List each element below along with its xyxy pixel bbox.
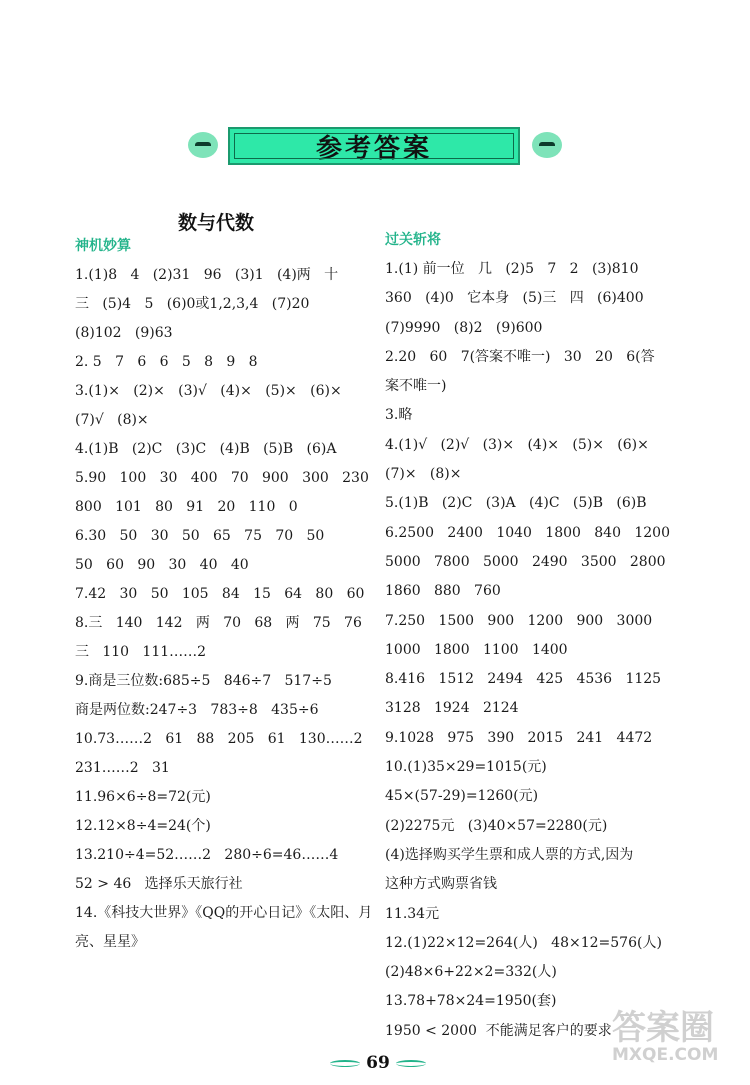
answer-line: (2)2275元 (3)40×57=2280(元) — [385, 817, 608, 834]
page-title: 参考答案 — [315, 133, 432, 164]
answer-line: 3128 1924 2124 — [385, 700, 519, 717]
answer-line: 5.90 100 30 400 70 900 300 230 — [75, 470, 369, 486]
answer-line: 三 110 111……2 — [75, 644, 207, 660]
watermark-url: MXQE.COM — [612, 1045, 719, 1065]
page-number: 69 — [366, 1053, 390, 1073]
answer-line: 800 101 80 91 20 110 0 — [75, 499, 298, 515]
left-subheading: 神机妙算 — [75, 238, 131, 254]
watermark-text: 答案圈 — [612, 1008, 714, 1048]
answer-line: 9.1028 975 390 2015 241 4472 — [385, 729, 653, 746]
answer-line: 亮、星星》 — [75, 934, 145, 950]
answer-line: 7.250 1500 900 1200 900 3000 — [385, 612, 653, 629]
answer-line: (7)9990 (8)2 (9)600 — [385, 319, 543, 336]
answer-line: 45×(57-29)=1260(元) — [385, 788, 539, 805]
header-banner — [228, 127, 520, 165]
page-footer — [318, 1050, 438, 1076]
answer-line: 2.20 60 7(答案不唯一) 30 20 6(答 — [385, 348, 655, 365]
answer-line: 案不唯一) — [385, 378, 447, 395]
answer-line: (8)102 (9)63 — [75, 325, 173, 341]
answer-line: 这种方式购票省钱 — [385, 876, 497, 893]
answer-line: 231……2 31 — [75, 760, 170, 776]
answer-line: (7)√ (8)× — [75, 412, 149, 428]
answer-line: 1860 880 760 — [385, 583, 501, 600]
decorative-face-icon-right — [532, 132, 562, 158]
answer-line: 4.(1)√ (2)√ (3)× (4)× (5)× (6)× — [385, 436, 649, 453]
answer-line: 1950 < 2000 不能满足客户的要求 — [385, 1022, 612, 1039]
answer-line: 1000 1800 1100 1400 — [385, 641, 568, 658]
answer-line: 三 (5)4 5 (6)0或1,2,3,4 (7)20 — [75, 296, 310, 312]
answer-line: 5.(1)B (2)C (3)A (4)C (5)B (6)B — [385, 495, 647, 512]
answer-line: 1.(1)8 4 (2)31 96 (3)1 (4)两 十 — [75, 267, 339, 283]
answer-line: 5000 7800 5000 2490 3500 2800 — [385, 553, 666, 570]
answer-line: 4.(1)B (2)C (3)C (4)B (5)B (6)A — [75, 441, 337, 457]
answer-line: 6.30 50 30 50 65 75 70 50 — [75, 528, 325, 544]
answer-line: 11.96×6÷8=72(元) — [75, 789, 211, 805]
answer-line: 7.42 30 50 105 84 15 64 80 60 — [75, 586, 365, 602]
answer-line: 52 > 46 选择乐天旅行社 — [75, 876, 243, 892]
answer-line: 8.416 1512 2494 425 4536 1125 — [385, 671, 662, 688]
watermark — [612, 1000, 742, 1076]
answer-line: 12.12×8÷4=24(个) — [75, 818, 211, 834]
answer-line: 10.(1)35×29=1015(元) — [385, 759, 547, 776]
left-column — [75, 232, 375, 957]
answer-line: 2. 5 7 6 6 5 8 9 8 — [75, 354, 258, 370]
answer-line: 1.(1) 前一位 几 (2)5 7 2 (3)810 — [385, 261, 639, 277]
right-column — [385, 226, 685, 1046]
answer-line: 10.73……2 61 88 205 61 130……2 — [75, 731, 363, 747]
answer-line: 360 (4)0 它本身 (5)三 四 (6)400 — [385, 290, 644, 307]
answer-line: (4)选择购买学生票和成人票的方式,因为 — [385, 846, 634, 863]
answer-line: 50 60 90 30 40 40 — [75, 557, 249, 573]
decorative-face-icon-left — [188, 132, 218, 158]
right-subheading: 过关斩将 — [385, 232, 441, 248]
answer-line: 11.34元 — [385, 905, 440, 922]
wing-ornament-icon — [396, 1060, 426, 1067]
answer-line: 9.商是三位数:685÷5 846÷7 517÷5 — [75, 673, 332, 689]
answer-line: 8.三 140 142 两 70 68 两 75 76 — [75, 615, 362, 631]
answer-line: 14.《科技大世界》《QQ的开心日记》《太阳、月 — [75, 905, 373, 921]
answer-line: 3.略 — [385, 407, 413, 424]
answer-line: 6.2500 2400 1040 1800 840 1200 — [385, 524, 670, 541]
wing-ornament-icon — [330, 1060, 360, 1067]
answer-line: (2)48×6+22×2=332(人) — [385, 964, 557, 981]
section-title: 数与代数 — [178, 212, 255, 234]
answer-line: (7)× (8)× — [385, 466, 462, 483]
answer-line: 13.210÷4=52……2 280÷6=46……4 — [75, 847, 339, 863]
answer-line: 12.(1)22×12=264(人) 48×12=576(人) — [385, 934, 662, 951]
answer-line: 13.78+78×24=1950(套) — [385, 993, 557, 1010]
answer-line: 3.(1)× (2)× (3)√ (4)× (5)× (6)× — [75, 383, 342, 399]
answer-line: 商是两位数:247÷3 783÷8 435÷6 — [75, 702, 319, 718]
